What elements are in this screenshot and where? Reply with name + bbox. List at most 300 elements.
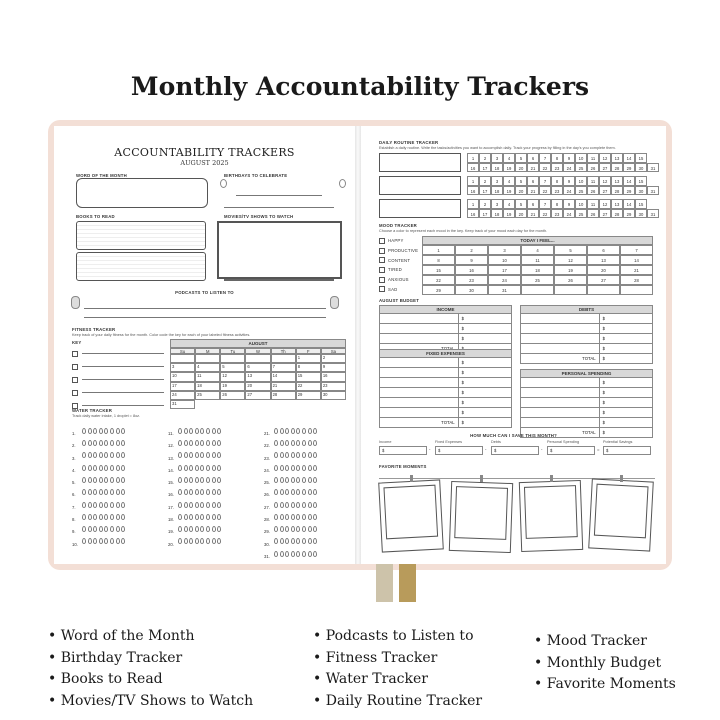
droplet-icon[interactable] — [291, 477, 295, 483]
routine-day-cell[interactable]: 17 — [479, 186, 491, 196]
droplet-icon[interactable] — [285, 526, 289, 532]
droplet-icon[interactable] — [200, 477, 204, 483]
droplet-icon[interactable] — [274, 538, 278, 544]
droplet-icon[interactable] — [280, 538, 284, 544]
routine-day-cell[interactable]: 23 — [551, 209, 563, 219]
droplet-icon[interactable] — [313, 428, 317, 434]
droplet-icon[interactable] — [313, 514, 317, 520]
budget-row[interactable] — [520, 418, 653, 428]
droplet-icon[interactable] — [206, 526, 210, 532]
droplet-icon[interactable] — [104, 440, 108, 446]
mood-day-cell[interactable]: 1 — [422, 245, 455, 255]
budget-row[interactable] — [520, 378, 653, 388]
routine-day-cell[interactable]: 30 — [635, 209, 647, 219]
droplet-icon[interactable] — [99, 477, 103, 483]
droplet-icon[interactable] — [291, 514, 295, 520]
droplet-icon[interactable] — [217, 477, 221, 483]
droplet-icon[interactable] — [274, 452, 278, 458]
droplet-icon[interactable] — [99, 465, 103, 471]
droplet-icon[interactable] — [291, 489, 295, 495]
droplet-icon[interactable] — [308, 526, 312, 532]
budget-row[interactable] — [379, 334, 512, 344]
droplet-icon[interactable] — [308, 489, 312, 495]
routine-day-cell[interactable]: 16 — [467, 209, 479, 219]
droplet-icon[interactable] — [285, 489, 289, 495]
droplet-icon[interactable] — [195, 502, 199, 508]
equation-box[interactable] — [435, 446, 483, 455]
routine-day-cell[interactable]: 3 — [491, 153, 503, 163]
routine-day-cell[interactable]: 2 — [479, 199, 491, 209]
calendar-day-cell[interactable] — [271, 354, 296, 363]
droplet-icon[interactable] — [88, 440, 92, 446]
budget-row[interactable] — [379, 368, 512, 378]
droplet-icon[interactable] — [110, 538, 114, 544]
routine-day-cell[interactable]: 27 — [599, 163, 611, 173]
droplet-icon[interactable] — [308, 502, 312, 508]
droplet-icon[interactable] — [212, 502, 216, 508]
droplet-icon[interactable] — [313, 465, 317, 471]
mood-day-cell[interactable]: 14 — [620, 255, 653, 265]
mood-day-cell[interactable]: 6 — [587, 245, 620, 255]
routine-day-cell[interactable]: 4 — [503, 176, 515, 186]
droplet-icon[interactable] — [291, 502, 295, 508]
droplet-icon[interactable] — [195, 477, 199, 483]
routine-day-cell[interactable]: 12 — [599, 199, 611, 209]
routine-day-cell[interactable]: 2 — [479, 176, 491, 186]
calendar-day-cell[interactable]: 26 — [220, 391, 245, 400]
routine-day-cell[interactable]: 7 — [539, 153, 551, 163]
fitness-key[interactable] — [72, 347, 164, 412]
routine-day-cell[interactable]: 5 — [515, 153, 527, 163]
droplet-icon[interactable] — [308, 452, 312, 458]
droplet-icon[interactable] — [178, 465, 182, 471]
routine-day-cell[interactable]: 7 — [539, 176, 551, 186]
droplet-icon[interactable] — [178, 514, 182, 520]
droplet-icon[interactable] — [104, 477, 108, 483]
droplet-icon[interactable] — [280, 489, 284, 495]
droplet-icon[interactable] — [291, 538, 295, 544]
droplet-icon[interactable] — [280, 514, 284, 520]
routine-day-cell[interactable]: 19 — [503, 163, 515, 173]
mood-day-cell[interactable]: 27 — [587, 275, 620, 285]
droplet-icon[interactable] — [217, 440, 221, 446]
droplet-icon[interactable] — [99, 452, 103, 458]
droplet-icon[interactable] — [99, 514, 103, 520]
droplet-icon[interactable] — [291, 452, 295, 458]
droplet-icon[interactable] — [99, 526, 103, 532]
droplet-icon[interactable] — [291, 440, 295, 446]
droplet-icon[interactable] — [285, 477, 289, 483]
routine-day-cell[interactable]: 8 — [551, 153, 563, 163]
droplet-icon[interactable] — [104, 428, 108, 434]
droplet-icon[interactable] — [82, 489, 86, 495]
routine-day-cell[interactable]: 25 — [575, 186, 587, 196]
droplet-icon[interactable] — [189, 440, 193, 446]
calendar-day-cell[interactable]: 27 — [245, 391, 270, 400]
droplet-icon[interactable] — [206, 514, 210, 520]
droplet-icon[interactable] — [296, 477, 300, 483]
mood-day-cell[interactable]: 16 — [455, 265, 488, 275]
equation-box[interactable] — [379, 446, 427, 455]
routine-day-cell[interactable]: 23 — [551, 186, 563, 196]
books-stack-icon[interactable] — [76, 221, 206, 283]
budget-row[interactable] — [520, 334, 653, 344]
routine-day-cell[interactable]: 20 — [515, 186, 527, 196]
droplet-icon[interactable] — [104, 452, 108, 458]
droplet-icon[interactable] — [189, 428, 193, 434]
droplet-icon[interactable] — [206, 428, 210, 434]
budget-row[interactable] — [520, 314, 653, 324]
droplet-icon[interactable] — [178, 452, 182, 458]
budget-row[interactable] — [379, 408, 512, 418]
routine-day-cell[interactable]: 3 — [491, 176, 503, 186]
droplet-icon[interactable] — [212, 452, 216, 458]
droplet-icon[interactable] — [200, 489, 204, 495]
droplet-icon[interactable] — [217, 514, 221, 520]
droplet-icon[interactable] — [116, 502, 120, 508]
budget-row[interactable] — [379, 418, 512, 428]
droplet-icon[interactable] — [88, 526, 92, 532]
droplet-icon[interactable] — [110, 502, 114, 508]
droplet-icon[interactable] — [110, 440, 114, 446]
equation-box[interactable] — [491, 446, 539, 455]
calendar-day-cell[interactable]: 3 — [170, 363, 195, 372]
droplet-icon[interactable] — [121, 428, 125, 434]
mood-color-box[interactable] — [379, 257, 385, 263]
droplet-icon[interactable] — [121, 489, 125, 495]
routine-day-cell[interactable]: 17 — [479, 163, 491, 173]
budget-row[interactable] — [379, 378, 512, 388]
droplet-icon[interactable] — [206, 502, 210, 508]
mood-day-cell[interactable]: 31 — [488, 285, 521, 295]
droplet-icon[interactable] — [206, 440, 210, 446]
droplet-icon[interactable] — [200, 526, 204, 532]
droplet-icon[interactable] — [212, 538, 216, 544]
routine-day-cell[interactable]: 16 — [467, 163, 479, 173]
droplet-icon[interactable] — [88, 502, 92, 508]
droplet-icon[interactable] — [217, 428, 221, 434]
droplet-icon[interactable] — [184, 502, 188, 508]
droplet-icon[interactable] — [116, 477, 120, 483]
routine-day-cell[interactable]: 1 — [467, 176, 479, 186]
droplet-icon[interactable] — [121, 440, 125, 446]
droplet-icon[interactable] — [195, 428, 199, 434]
droplet-icon[interactable] — [99, 502, 103, 508]
calendar-day-cell[interactable]: 18 — [195, 382, 220, 391]
calendar-day-cell[interactable] — [170, 354, 195, 363]
droplet-icon[interactable] — [99, 489, 103, 495]
droplet-icon[interactable] — [93, 538, 97, 544]
mood-day-cell[interactable]: 2 — [455, 245, 488, 255]
droplet-icon[interactable] — [274, 551, 278, 557]
calendar-day-cell[interactable]: 8 — [296, 363, 321, 372]
droplet-icon[interactable] — [93, 440, 97, 446]
droplet-icon[interactable] — [189, 452, 193, 458]
calendar-day-cell[interactable]: 10 — [170, 372, 195, 381]
droplet-icon[interactable] — [99, 538, 103, 544]
droplet-icon[interactable] — [280, 502, 284, 508]
droplet-icon[interactable] — [285, 502, 289, 508]
droplet-icon[interactable] — [110, 465, 114, 471]
droplet-icon[interactable] — [274, 428, 278, 434]
routine-day-cell[interactable]: 1 — [467, 199, 479, 209]
droplet-icon[interactable] — [121, 538, 125, 544]
routine-day-cell[interactable]: 18 — [491, 186, 503, 196]
calendar-day-cell[interactable]: 20 — [245, 382, 270, 391]
routine-day-cell[interactable]: 11 — [587, 153, 599, 163]
droplet-icon[interactable] — [296, 428, 300, 434]
routine-day-cell[interactable]: 20 — [515, 163, 527, 173]
mood-day-cell[interactable]: 11 — [521, 255, 554, 265]
droplet-icon[interactable] — [308, 477, 312, 483]
mood-day-cell[interactable]: 28 — [620, 275, 653, 285]
droplet-icon[interactable] — [308, 551, 312, 557]
droplet-icon[interactable] — [274, 440, 278, 446]
budget-row[interactable] — [520, 324, 653, 334]
routine-day-cell[interactable]: 9 — [563, 199, 575, 209]
droplet-icon[interactable] — [274, 477, 278, 483]
droplet-icon[interactable] — [296, 489, 300, 495]
droplet-icon[interactable] — [212, 477, 216, 483]
budget-row[interactable] — [379, 398, 512, 408]
droplet-icon[interactable] — [116, 452, 120, 458]
droplet-icon[interactable] — [184, 477, 188, 483]
droplet-icon[interactable] — [184, 526, 188, 532]
droplet-icon[interactable] — [178, 526, 182, 532]
budget-row[interactable] — [379, 314, 512, 324]
routine-day-cell[interactable]: 28 — [611, 163, 623, 173]
droplet-icon[interactable] — [82, 526, 86, 532]
routine-day-cell[interactable]: 29 — [623, 163, 635, 173]
routine-day-cell[interactable]: 30 — [635, 186, 647, 196]
droplet-icon[interactable] — [82, 465, 86, 471]
droplet-icon[interactable] — [308, 538, 312, 544]
droplet-icon[interactable] — [88, 538, 92, 544]
droplet-icon[interactable] — [206, 538, 210, 544]
droplet-icon[interactable] — [285, 551, 289, 557]
mood-day-cell[interactable]: 4 — [521, 245, 554, 255]
droplet-icon[interactable] — [291, 551, 295, 557]
calendar-day-cell[interactable]: 29 — [296, 391, 321, 400]
calendar-day-cell[interactable] — [245, 354, 270, 363]
calendar-day-cell[interactable]: 25 — [195, 391, 220, 400]
mood-day-cell[interactable]: 17 — [488, 265, 521, 275]
routine-day-cell[interactable]: 18 — [491, 209, 503, 219]
droplet-icon[interactable] — [116, 428, 120, 434]
droplet-icon[interactable] — [280, 526, 284, 532]
droplet-icon[interactable] — [189, 465, 193, 471]
droplet-icon[interactable] — [104, 465, 108, 471]
routine-day-cell[interactable]: 25 — [575, 163, 587, 173]
droplet-icon[interactable] — [274, 526, 278, 532]
droplet-icon[interactable] — [88, 489, 92, 495]
droplet-icon[interactable] — [110, 489, 114, 495]
routine-day-cell[interactable]: 3 — [491, 199, 503, 209]
routine-day-cell[interactable]: 31 — [647, 163, 659, 173]
equation-box[interactable] — [547, 446, 595, 455]
routine-day-cell[interactable]: 11 — [587, 176, 599, 186]
calendar-day-cell[interactable]: 2 — [321, 354, 346, 363]
mood-day-cell[interactable]: 19 — [554, 265, 587, 275]
mood-day-cell[interactable]: 24 — [488, 275, 521, 285]
routine-day-cell[interactable]: 10 — [575, 176, 587, 186]
routine-day-cell[interactable]: 21 — [527, 209, 539, 219]
droplet-icon[interactable] — [217, 465, 221, 471]
droplet-icon[interactable] — [121, 452, 125, 458]
droplet-icon[interactable] — [93, 526, 97, 532]
droplet-icon[interactable] — [313, 538, 317, 544]
droplet-icon[interactable] — [93, 514, 97, 520]
mood-color-box[interactable] — [379, 248, 385, 254]
calendar-day-cell[interactable]: 12 — [220, 372, 245, 381]
droplet-icon[interactable] — [184, 440, 188, 446]
droplet-icon[interactable] — [82, 514, 86, 520]
droplet-icon[interactable] — [212, 428, 216, 434]
routine-task-box[interactable] — [379, 153, 461, 172]
budget-row[interactable] — [520, 344, 653, 354]
routine-day-cell[interactable]: 15 — [635, 176, 647, 186]
droplet-icon[interactable] — [200, 440, 204, 446]
mood-day-cell[interactable]: 22 — [422, 275, 455, 285]
mood-day-cell[interactable] — [554, 285, 587, 295]
droplet-icon[interactable] — [104, 502, 108, 508]
mood-day-cell[interactable]: 12 — [554, 255, 587, 265]
calendar-day-cell[interactable]: 1 — [296, 354, 321, 363]
mood-day-cell[interactable]: 18 — [521, 265, 554, 275]
droplet-icon[interactable] — [313, 440, 317, 446]
routine-day-cell[interactable]: 9 — [563, 176, 575, 186]
mood-day-cell[interactable] — [587, 285, 620, 295]
droplet-icon[interactable] — [110, 428, 114, 434]
droplet-icon[interactable] — [99, 428, 103, 434]
calendar-day-cell[interactable]: 30 — [321, 391, 346, 400]
droplet-icon[interactable] — [296, 452, 300, 458]
droplet-icon[interactable] — [285, 440, 289, 446]
mood-color-box[interactable] — [379, 238, 385, 244]
droplet-icon[interactable] — [82, 452, 86, 458]
droplet-icon[interactable] — [291, 465, 295, 471]
droplet-icon[interactable] — [212, 440, 216, 446]
routine-task-box[interactable] — [379, 176, 461, 195]
droplet-icon[interactable] — [189, 489, 193, 495]
tv-screen-icon[interactable] — [217, 221, 342, 279]
droplet-icon[interactable] — [296, 551, 300, 557]
droplet-icon[interactable] — [200, 502, 204, 508]
routine-day-cell[interactable]: 27 — [599, 186, 611, 196]
droplet-icon[interactable] — [93, 452, 97, 458]
droplet-icon[interactable] — [285, 538, 289, 544]
droplet-icon[interactable] — [217, 538, 221, 544]
droplet-icon[interactable] — [104, 526, 108, 532]
routine-day-cell[interactable]: 25 — [575, 209, 587, 219]
droplet-icon[interactable] — [104, 514, 108, 520]
droplet-icon[interactable] — [195, 514, 199, 520]
droplet-icon[interactable] — [274, 465, 278, 471]
mood-day-cell[interactable]: 30 — [455, 285, 488, 295]
droplet-icon[interactable] — [291, 428, 295, 434]
droplet-icon[interactable] — [116, 514, 120, 520]
droplet-icon[interactable] — [296, 440, 300, 446]
calendar-day-cell[interactable]: 11 — [195, 372, 220, 381]
mood-color-box[interactable] — [379, 277, 385, 283]
mood-day-cell[interactable] — [620, 285, 653, 295]
droplet-icon[interactable] — [88, 477, 92, 483]
mood-day-cell[interactable]: 9 — [455, 255, 488, 265]
routine-day-cell[interactable]: 24 — [563, 163, 575, 173]
routine-day-cell[interactable]: 31 — [647, 209, 659, 219]
droplet-icon[interactable] — [313, 489, 317, 495]
routine-day-cell[interactable]: 8 — [551, 199, 563, 209]
routine-day-cell[interactable]: 16 — [467, 186, 479, 196]
routine-day-cell[interactable]: 10 — [575, 153, 587, 163]
routine-day-cell[interactable]: 14 — [623, 153, 635, 163]
routine-day-cell[interactable]: 10 — [575, 199, 587, 209]
droplet-icon[interactable] — [212, 465, 216, 471]
droplet-icon[interactable] — [93, 489, 97, 495]
droplet-icon[interactable] — [313, 526, 317, 532]
droplet-icon[interactable] — [195, 452, 199, 458]
photo-frame[interactable] — [588, 478, 654, 551]
droplet-icon[interactable] — [116, 465, 120, 471]
droplet-icon[interactable] — [189, 514, 193, 520]
droplet-icon[interactable] — [195, 489, 199, 495]
routine-day-cell[interactable]: 22 — [539, 163, 551, 173]
droplet-icon[interactable] — [82, 440, 86, 446]
routine-day-cell[interactable]: 5 — [515, 176, 527, 186]
calendar-day-cell[interactable]: 24 — [170, 391, 195, 400]
calendar-day-cell[interactable]: 28 — [271, 391, 296, 400]
droplet-icon[interactable] — [217, 452, 221, 458]
droplet-icon[interactable] — [302, 502, 306, 508]
routine-day-cell[interactable]: 19 — [503, 186, 515, 196]
routine-day-cell[interactable]: 6 — [527, 176, 539, 186]
droplet-icon[interactable] — [189, 502, 193, 508]
routine-day-cell[interactable]: 14 — [623, 199, 635, 209]
routine-day-cell[interactable]: 30 — [635, 163, 647, 173]
mood-day-cell[interactable] — [521, 285, 554, 295]
calendar-day-cell[interactable]: 15 — [296, 372, 321, 381]
routine-day-cell[interactable]: 22 — [539, 209, 551, 219]
droplet-icon[interactable] — [200, 538, 204, 544]
droplet-icon[interactable] — [82, 538, 86, 544]
mood-day-cell[interactable]: 23 — [455, 275, 488, 285]
droplet-icon[interactable] — [212, 489, 216, 495]
routine-day-cell[interactable]: 31 — [647, 186, 659, 196]
routine-task-box[interactable] — [379, 199, 461, 218]
droplet-icon[interactable] — [212, 526, 216, 532]
routine-day-cell[interactable]: 9 — [563, 153, 575, 163]
routine-day-cell[interactable]: 21 — [527, 163, 539, 173]
mood-day-cell[interactable]: 7 — [620, 245, 653, 255]
droplet-icon[interactable] — [280, 465, 284, 471]
podcasts-lines[interactable] — [84, 300, 326, 318]
droplet-icon[interactable] — [302, 428, 306, 434]
droplet-icon[interactable] — [291, 526, 295, 532]
mood-day-cell[interactable]: 25 — [521, 275, 554, 285]
droplet-icon[interactable] — [195, 538, 199, 544]
droplet-icon[interactable] — [212, 514, 216, 520]
droplet-icon[interactable] — [206, 452, 210, 458]
droplet-icon[interactable] — [195, 465, 199, 471]
calendar-day-cell[interactable]: 17 — [170, 382, 195, 391]
routine-day-cell[interactable]: 28 — [611, 186, 623, 196]
droplet-icon[interactable] — [178, 428, 182, 434]
droplet-icon[interactable] — [308, 465, 312, 471]
droplet-icon[interactable] — [296, 526, 300, 532]
droplet-icon[interactable] — [184, 538, 188, 544]
routine-day-cell[interactable]: 4 — [503, 153, 515, 163]
mood-day-cell[interactable]: 3 — [488, 245, 521, 255]
